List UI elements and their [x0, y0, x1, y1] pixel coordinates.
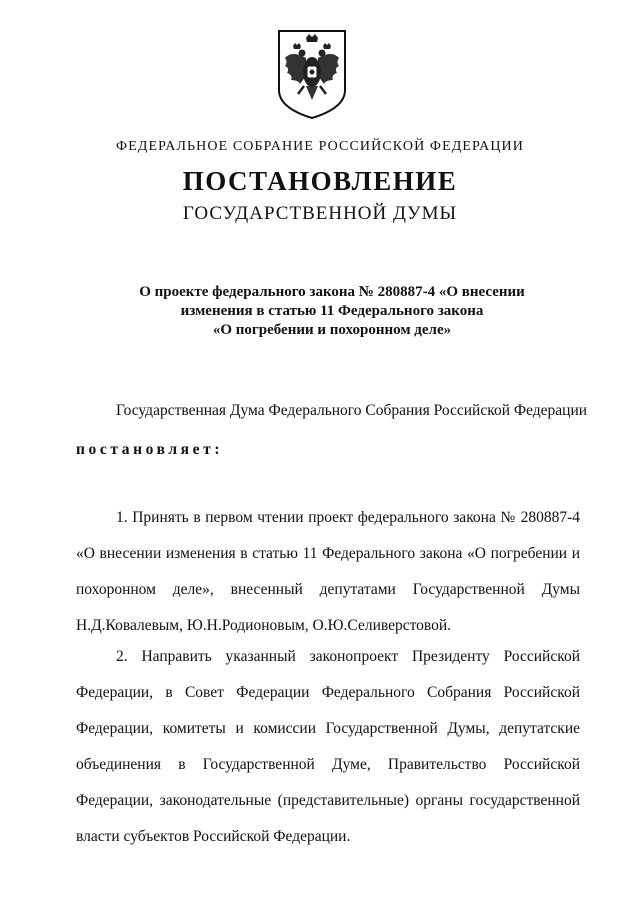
document-type: ПОСТАНОВЛЕНИЕ	[182, 166, 458, 196]
document-subject	[110, 283, 554, 340]
paragraph-1: 1. Принять в первом чтении проект федерального закона № 280887-4 «О внесении изменения в статью 11 Федерального закона «О погребении и похоронном деле», внесенный депутатами Государственной Думы Н.Д.Ковалевым, Ю.Н.Родионовым, О.Ю.Селиверстовой.	[76, 509, 580, 634]
coat-of-arms-icon	[276, 28, 348, 120]
paragraph-2: 2. Направить указанный законопроект Президенту Российской Федерации, в Совет Федерации Федерального Собрания Российской Федерации, комитеты и комиссии Государственной Думы, депутатские объединения в Государственной Думе, Правительство Российской Федерации, законодательные (представительные) органы государственной власти субъектов Российской Федерации.	[76, 648, 580, 845]
subject-line: «О погребении и похоронном деле»	[212, 322, 452, 338]
issuer-name: ГОСУДАРСТВЕННОЙ ДУМЫ	[182, 203, 458, 224]
preamble: Государственная Дума Федерального Собрания Российской Федерации	[116, 402, 588, 419]
subject-line: изменения в статью 11 Федерального закона	[180, 303, 484, 319]
resolves-word: постановляет:	[76, 441, 224, 458]
organization-name: ФЕДЕРАЛЬНОЕ СОБРАНИЕ РОССИЙСКОЙ ФЕДЕРАЦИИ	[116, 139, 524, 154]
subject-line: О проекте федерального закона № 280887-4 «О внесении	[139, 284, 525, 300]
